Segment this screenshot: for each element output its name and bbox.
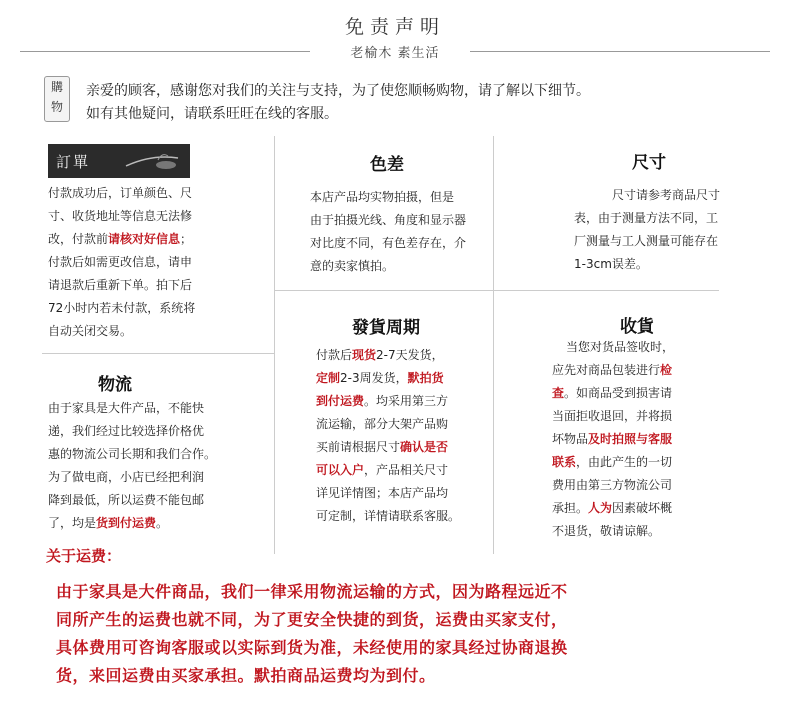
highlight-text: 及时拍照与客服 <box>588 432 673 446</box>
page-subtitle: 老榆木 素生活 <box>350 46 440 61</box>
body-text: 由于拍摄光线、角度和显示器 <box>310 213 467 227</box>
order-banner-label: 訂單 <box>56 153 91 171</box>
highlight-text: 现货 <box>352 348 377 362</box>
highlight-text: 默拍货 <box>407 371 444 385</box>
body-text: 递，我们经过比较选择价格优 <box>48 424 205 438</box>
highlight-text: 确认是否 <box>400 440 449 454</box>
size-title: 尺寸 <box>632 153 666 173</box>
order-line <box>48 274 270 297</box>
logistics-title: 物流 <box>98 375 132 395</box>
body-text: 尺寸请参考商品尺寸 <box>612 188 721 202</box>
body-text: ，由此产生的一切 <box>576 455 673 469</box>
receipt-title: 收貨 <box>620 317 654 337</box>
body-text: 付款后如需更改信息，请申 <box>48 255 193 269</box>
highlight-text: 定制 <box>316 371 341 385</box>
shipping-fee-line-3: 具体费用可咨询客服或以实际到货为准，未经使用的家具经过协商退换 <box>56 638 568 657</box>
logistics-line <box>48 489 272 512</box>
body-text: 惠的物流公司长期和我们合作。 <box>48 447 217 461</box>
body-text: 对比度不同，有色差存在，介 <box>310 236 467 250</box>
color-diff-title: 色差 <box>370 155 404 175</box>
body-text: 付款成功后，订单颜色、尺 <box>48 186 193 200</box>
size-line <box>574 184 774 207</box>
order-line <box>48 205 270 228</box>
seal-char-bottom: 物 <box>50 100 63 114</box>
delivery-line <box>316 413 490 436</box>
body-text: 应先对商品包装进行 <box>552 363 661 377</box>
delivery-line <box>316 344 490 367</box>
body-text: 2-7天发货， <box>376 348 444 362</box>
highlight-text: 查 <box>552 386 565 400</box>
body-text: 降到最低，所以运费不能包邮 <box>48 493 205 507</box>
order-line <box>48 228 270 251</box>
receipt-line <box>552 359 752 382</box>
order-text <box>48 182 270 343</box>
shipping-fee-line-4: 货，来回运费由买家承担。默拍商品运费均为到付。 <box>56 666 436 685</box>
order-banner <box>48 144 190 178</box>
logistics-line <box>48 466 272 489</box>
body-text: 流运输，部分大架产品购 <box>316 417 449 431</box>
highlight-text: 人为 <box>588 501 613 515</box>
color-diff-text <box>310 186 492 278</box>
body-text: 了，均是 <box>48 516 97 530</box>
intro-line-2: 如有其他疑问，请联系旺旺在线的客服。 <box>86 106 338 122</box>
delivery-line <box>316 367 490 390</box>
receipt-line <box>552 497 752 520</box>
logistics-line <box>48 397 272 420</box>
body-text: 厂测量与工人测量可能存在 <box>574 234 719 248</box>
body-text: 请退款后重新下单。拍下后 <box>48 278 193 292</box>
body-text: 本店产品均实物拍摄，但是 <box>310 190 455 204</box>
body-text: 详见详情图；本店产品均 <box>316 486 449 500</box>
size-line <box>574 207 774 230</box>
delivery-line <box>316 390 490 413</box>
receipt-line <box>552 474 752 497</box>
body-text: 表，由于测量方法不同，工 <box>574 211 719 225</box>
seal-char-top: 購 <box>50 80 63 94</box>
body-text: 由于家具是大件产品，不能快 <box>48 401 205 415</box>
body-text: 买前请根据尺寸 <box>316 440 401 454</box>
size-line <box>574 230 774 253</box>
body-text: 72小时内若未付款，系统将 <box>48 301 196 315</box>
delivery-line <box>316 436 490 459</box>
body-text: 因素破坏概 <box>612 501 673 515</box>
body-text: ，产品相关尺寸 <box>364 463 449 477</box>
order-line <box>48 182 270 205</box>
body-text: 1-3cm误差。 <box>574 257 648 271</box>
color-diff-line <box>310 232 492 255</box>
order-line <box>48 320 270 343</box>
teacup-icon <box>122 150 182 172</box>
body-text: 可定制，详情请联系客服。 <box>316 509 461 523</box>
color-diff-line <box>310 186 492 209</box>
body-text: 坏物品 <box>552 432 589 446</box>
body-text: 承担。 <box>552 501 589 515</box>
body-text: 寸、收货地址等信息无法修 <box>48 209 193 223</box>
body-text: 不退货，敬请谅解。 <box>552 524 661 538</box>
highlight-text: 到付运费 <box>316 394 365 408</box>
delivery-line <box>316 482 490 505</box>
order-line <box>48 297 270 320</box>
body-text: 。如商品受到损害请 <box>564 386 673 400</box>
receipt-line <box>552 382 752 405</box>
logistics-line <box>48 420 272 443</box>
body-text: 。均采用第三方 <box>364 394 449 408</box>
grid-divider-v2 <box>493 136 494 554</box>
receipt-line <box>552 520 752 543</box>
page-title: 免责声明 <box>344 16 445 38</box>
body-text: 自动关闭交易。 <box>48 324 133 338</box>
intro-line-1: 亲爱的顾客，感谢您对我们的关注与支持，为了使您顺畅购物，请了解以下细节。 <box>86 83 590 99</box>
delivery-line <box>316 459 490 482</box>
delivery-text <box>316 344 490 528</box>
shipping-fee-title: 关于运费： <box>46 547 122 565</box>
logistics-line <box>48 443 272 466</box>
body-text: 。 <box>156 516 169 530</box>
highlight-text: 检 <box>660 363 673 377</box>
logistics-line <box>48 512 272 535</box>
body-text: 当面拒收退回，并将损 <box>552 409 673 423</box>
size-line <box>574 253 774 276</box>
size-text <box>574 184 774 276</box>
receipt-text <box>552 336 752 543</box>
receipt-line <box>552 428 752 451</box>
color-diff-line <box>310 255 492 278</box>
body-text: 当您对货品签收时， <box>566 340 675 354</box>
highlight-text: 联系 <box>552 455 577 469</box>
color-diff-line <box>310 209 492 232</box>
grid-divider-h-left <box>42 353 274 354</box>
receipt-line <box>552 336 752 359</box>
shipping-fee-line-2: 同所产生的运费也就不同，为了更安全快捷的到货，运费由买家支付， <box>56 610 568 629</box>
grid-divider-v1 <box>274 136 275 554</box>
grid-divider-h-right <box>275 290 719 291</box>
highlight-text: 请核对好信息 <box>108 232 181 246</box>
delivery-line <box>316 505 490 528</box>
highlight-text: 可以入户 <box>316 463 365 477</box>
shopping-seal-icon <box>44 76 70 122</box>
receipt-line <box>552 451 752 474</box>
body-text: 意的卖家慎拍。 <box>310 259 395 273</box>
highlight-text: 货到付运费 <box>96 516 157 530</box>
shipping-fee-line-1: 由于家具是大件商品，我们一律采用物流运输的方式，因为路程远近不 <box>56 582 568 601</box>
body-text: 改，付款前 <box>48 232 109 246</box>
body-text: 为了做电商，小店已经把利润 <box>48 470 205 484</box>
receipt-line <box>552 405 752 428</box>
body-text: 2-3周发货， <box>340 371 408 385</box>
body-text: 费用由第三方物流公司 <box>552 478 673 492</box>
order-line <box>48 251 270 274</box>
delivery-title: 發貨周期 <box>352 318 420 338</box>
body-text: 付款后 <box>316 348 353 362</box>
body-text: ； <box>180 232 193 246</box>
logistics-text <box>48 397 272 535</box>
